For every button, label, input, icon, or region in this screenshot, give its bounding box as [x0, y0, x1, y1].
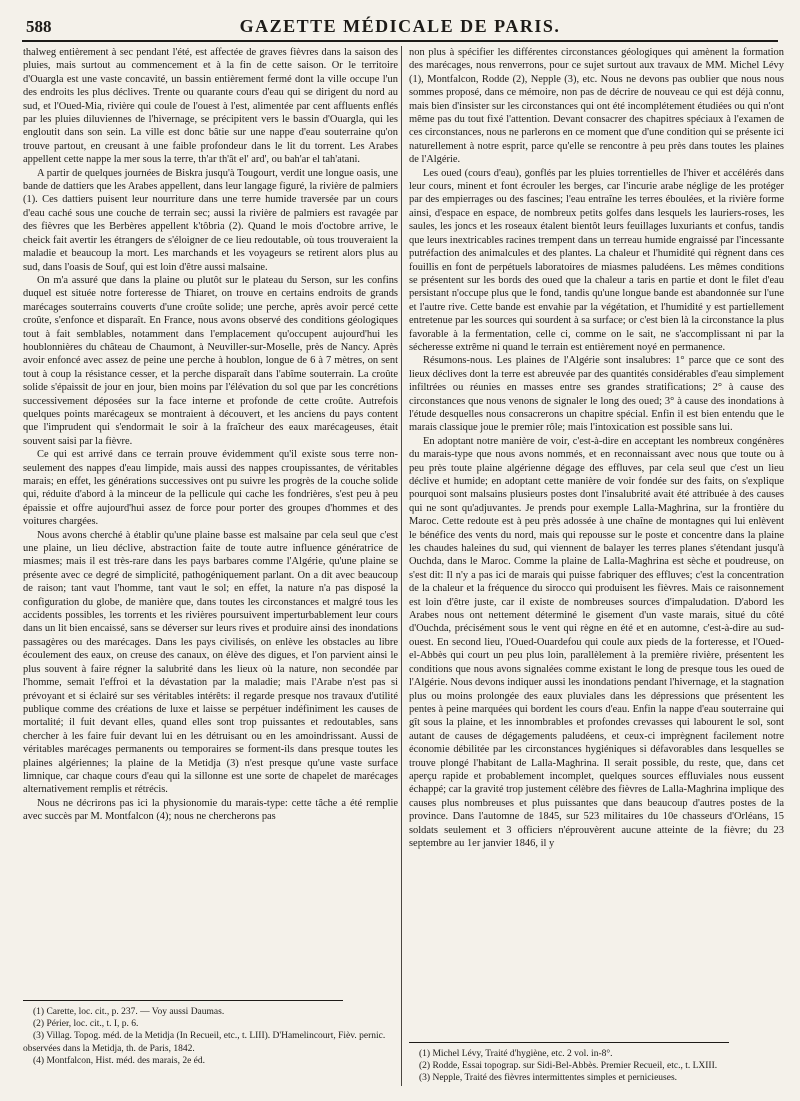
paragraph: Nous avons cherché à établir qu'une plaine basse est malsaine par cela seul que c'est une plaine, un lieu déclive, abstraction faite de toute autre influence génératrice de miasmes; mais il est très-rare dans les pays barbares comme l'Algérie, qu'une plaine se présente avec ce degré de simplicité, pathogéniquement parlant. On a dit avec beaucoup de raison; tant vaut l'homme, tant vaut le sol; en effet, la nature n'a pas disposé la configuration du globe, de manière que, dans toutes les circonstances et malgré tous les accidents possibles, les torrents et les rivières poursuivent imperturbablement leur cours dans un lit bien encaissé, sans se déverser sur leurs rives et produire ainsi des inondations passagères ou des marécages. Dans les pays civilisés, on enlève les obstacles au libre écoulement des eaux, on creuse des canaux, on élève des digues, et l'on parvient ainsi le plus souvent à faire régner la salubrité dans les lieux où la nature, non secondée par l'homme, semait l'effroi et la dévastation par la maladie; mais l'Arabe n'est pas si prévoyant et si éclairé sur ses véritables intérêts: il regarde presque nos travaux d'utilité publique comme des créations de luxe et laisse se perpétuer indéfiniment les causes de mortalité; il fuit devant elles, quand elles sont trop puissantes et redoutables, sans chercher à les faire fuir devant lui en les détruisant ou en les amoindrissant. Aussi de véritables marécages permanents ou temporaires se forment-ils dans presque toutes les plaines algériennes; la plaine de la Metidja (3) n'est presque qu'une vaste surface limnique, car chaque cours d'eau qui la sillonne est une sorte de chapelet de marécages alternativement remplis et rétrécis.: [23, 529, 398, 796]
page-header: [22, 14, 778, 42]
column-divider: [401, 46, 402, 1086]
paragraph: Résumons-nous. Les plaines de l'Algérie sont insalubres: 1° parce que ce sont des lieux déclives dont la terre est abreuvée par des quantités considérables d'eau simplement infiltrées ou réunies en masses entre ses grandes stratifications; 2° à cause des circonstances que nous venons de signaler le long des oued; 3° à cause des inondations à l'étude desquelles nous consacrerons un chapitre spécial. Enfin il est bien entendu que le marais classique joue le premier rôle; mais l'intoxication est possible sans lui.: [409, 355, 784, 434]
footnotes-right: [409, 1048, 784, 1085]
page-number: 588: [26, 17, 52, 36]
paragraph: Les oued (cours d'eau), gonflés par les pluies torrentielles de l'hiver et accélérés dans leur cours, minent et font écrouler les berges, car l'incurie arabe néglige de les protéger par des empierrages ou des fascines; l'eau entraîne les terres éboulées, et la rivière forme ainsi, d'espace en espace, de nombreux petits golfes dans lesquels les lauriers-roses, les saules, les joncs et les roseaux étalent bientôt leurs feuillages luxuriants et confus, tandis que leurs inextricables racines trempent dans un terreau humide engraissé par l'incessante putréfaction des animalcules et des plantes. La chaleur et l'humidité qui règnent dans ces fouillis en font de perpétuels laboratoires de miasmes paludéens. Les mêmes conditions se présentent sur les bords des oued que la chaleur a taris en partie et dont le filet d'eau persistant n'occupe plus que le fond, tandis qu'une longue bande est abandonnée sur l'une et l'autre rive. Cette bande est envahie par la végétation, et l'humidité y est partiellement entretenue par les sources qui sourdent à sa surface; or c'est bien là la circonstance la plus favorable à la fermentation, celle ci, comme on le sait, ne s'accomplissant ni par la sécheresse extrême ni quand le terrain est entièrement noyé en permanence.: [409, 167, 784, 353]
right-column: [409, 46, 784, 849]
paragraph: non plus à spécifier les différentes circonstances géologiques qui amènent la formation des marécages, nous renverrons, pour ce sujet surtout aux travaux de MM. Michel Lévy (1), Montfalcon, Rodde (2), Nepple (3), etc. Nous ne devons pas oublier que nous nous sommes proposé, dans ce mémoire, non pas de décrire de nouveau ce qui est déjà connu, mais bien d'insister sur les circonstances qui ont été incomplétement étudiées ou qui n'ont même pas du tout fixé l'attention. Devant consacrer des chapitres spéciaux à l'examen de ces circonstances, nous ne parlerons en ce moment que d'une condition qui se présente ici naturellement à notre esprit, parce qu'elle se rencontre à peu près dans toutes les plaines de l'Algérie.: [409, 47, 784, 166]
footnote-rule: [23, 1000, 343, 1001]
footnote: (2) Périer, loc. cit., t. I, p. 6.: [33, 1019, 139, 1030]
footnote-rule: [409, 1042, 729, 1043]
paragraph: thalweg entièrement à sec pendant l'été, est affectée de graves fièvres dans la saison des pluies, mais surtout au commencement et à la fin de cette saison. Or le territoire d'Ouargla est une vaste concavité, un bassin entièrement fermé dont la ville occupe l'un des endroits les plus déclives. Trente ou quarante cours d'eau qui se dirigent du nord au sud, et l'Oued-Mia, rivière qui coule de l'ouest à l'est, alimentée par cent affluents enflés par les pluies diluviennes de l'hivernage, se précipitent vers le bassin d'Ouargla, qui les engloutit dans son sein. La ville est donc bâtie sur une nappe d'eau souterraine qu'on trouve partout, en creusant à une faible profondeur dans le lit du torrent. Les Arabes appellent cette nappe la mer sous la terre, th'ar th'ât el' ard', ou bah'ar el tah'atani.: [23, 47, 398, 166]
paragraph: A partir de quelques journées de Biskra jusqu'à Tougourt, verdit une longue oasis, une bande de dattiers que les Arabes appellent, dans leur langage figuré, la rivière de palmiers (1). Ces dattiers puisent leur nourriture dans une terre humide traversée par un cours d'eau caché sous une couche de terrain sec; aussi la rivière de palmiers est ravagée par des fièvres que les Berbères appellent k'tôbria (2). Quand le mois d'octobre arrive, le cheick fait avertir les étrangers de s'éloigner de ce lieu redoutable, où tous trouveraient la maladie et beaucoup la mort. Les marchands et les voyageurs se retirent alors plus au sud, dans l'oasis de Souf, qui est loin d'être aussi malsaine.: [23, 167, 398, 273]
footnote: (3) Nepple, Traité des fièvres intermittentes simples et pernicieuses.: [419, 1073, 678, 1084]
paragraph: Ce qui est arrivé dans ce terrain prouve évidemment qu'il existe sous terre non-seulement des nappes d'eau limpide, mais aussi des nappes croupissantes, de véritables marais; en effet, les générations successives ont pu suivre les progrès de la couche solide qui, réduite d'abord à la minceur de la pellicule qui cache les fondrières, s'est peu à peu épaissie et offre aujourd'hui assez de force pour porter des groupes d'hommes et des voitures chargées.: [23, 449, 398, 528]
paragraph: Nous ne décrirons pas ici la physionomie du marais-type: cette tâche a été remplie avec succès par M. Montfalcon (4); nous ne chercherons pas: [23, 797, 398, 823]
journal-title: GAZETTE MÉDICALE DE PARIS.: [239, 16, 561, 36]
footnote: (1) Michel Lévy, Traité d'hygiène, etc. 2 vol. in-8°.: [419, 1049, 613, 1059]
paragraph: On m'a assuré que dans la plaine ou plutôt sur le plateau du Serson, sur les confins duquel est située notre forteresse de Thiaret, on trouve en certains endroits de grands marécages souterrains couverts d'une croûte solide; une perche, après avoir percé cette croûte, s'enfonce et disparaît. En France, nous avons observé des conditions géologiques tout à fait semblables, notamment dans l'emplacement qu'occupent aujourd'hui les houblonnières du château de Chaumont, à Neuviller-sur-Moselle, près de Nancy. Après avoir enfoncé avec assez de peine une perche à houblon, longue de 6 à 7 mètres, on sent tout à coup la résistance cesser, et la perche disparaît dans l'abîme souterrain. La croûte solide s'épaissit de jour en jour, bien moins par l'élévation du sol que par les concrétions successivement déposées sur la face interne et profonde de cette croûte. Autrefois quelques points marécageux se montraient à découvert, et les anciens du pays content que l'imprudent qui s'endormait le soir à la fraîcheur des eaux marécageuses, était souvent saisi par la fièvre.: [23, 274, 398, 447]
left-column: [23, 46, 398, 984]
footnotes-left: [23, 1006, 398, 1067]
footnote: (3) Villag. Topog. méd. de la Metidja (In Recueil, etc., t. LIII). D'Hamelincourt, Fièv. pernic. observées dans la Metidja, th. de Paris, 1842.: [23, 1031, 386, 1054]
footnote: (2) Rodde, Essai topograp. sur Sidi-Bel-Abbès. Premier Recueil, etc., t. LXIII.: [419, 1061, 718, 1072]
footnote: (4) Montfalcon, Hist. méd. des marais, 2e éd.: [33, 1055, 206, 1066]
paragraph: En adoptant notre manière de voir, c'est-à-dire en acceptant les nombreux congénères du marais-type que nous avons nommés, et en reconnaissant avec nous que toute ou à peu près toute plaine algérienne dégage des effluves, par cela seul que c'est un lieu déclive et humide; en adoptant cette manière de voir fondée sur des faits, on s'explique pourquoi sont malsains plusieurs postes dont l'insalubrité avait été attribuée à des causes qui ne sont qu'adjuvantes. Je prends pour exemple Lalla-Maghrina, sur la frontière du Maroc. Cette redoute est à peu près adossée à une chaîne de montagnes qui lui enlèvent le bénéfice des vents du nord, mais qui repousse sur le poste et concentre dans la plaine les chaudes haleines du sud, qui viennent de balayer les terres planes s'étendant jusqu'à Ouchda, dans le Maroc. Comme la plaine de Lalla-Maghrina est sèche et poudreuse, on s'est dit: Il n'y a pas ici de marais qui puisse fabriquer des effluves; c'est la concentration de la chaleur et la fréquence du sirocco qui produisent les fièvres. Mais ce raisonnement est loin d'être juste, car il existe de nombreuses sources d'impaludation. D'abord les Arabes nous ont nettement déterminé le gisement d'un vaste marais, situé du côté d'Ouchda, précisément sous le vent qui règne en été et en automne, c'est-à-dire au sud-ouest. En second lieu, l'Oued-Ouardefou qui coule aux pieds de la forteresse, et l'Oued-el-Abbès qui court un peu plus loin, parallèlement à la première rivière, présentent les conditions que nous avons signalées comme existant le long de presque tous les oued de l'Algérie. Nous devons indiquer aussi les inondations pendant l'hivernage, et la stagnation plus ou moins prolongée des eaux pluviales dans les dépressions que présentent les pentes à peine marquées qui bordent les cours d'eau. Enfin la nappe d'eau souterraine qui gît sous la plaine, et les innombrables et profondes crevasses qui labourent le sol, sont autant de causes de dégagements paludéens, et ceux-ci imprègnent facilement notre économie débilitée par les circonstances hygiéniques si défavorables dans lesquelles se trouve plongé l'habitant de Lalla-Maghrina. Il serait possible, du reste, que, dans cet aperçu rapide et probablement incomplet, quelques sources effluviales nous eussent échappé; car la gravité trop justement célèbre des fièvres de Lalla-Maghrina implique des causes plus nombreuses et plus puissantes que dans beaucoup d'autres postes de la province. Dans l'automne de 1845, sur 523 militaires du 10e chasseurs d'Orléans, 15 soldats seulement et 3 officiers n'éprouvèrent aucune atteinte de la fièvre; du 23 septembre au 1er janvier 1846, il y: [409, 435, 784, 849]
footnote: (1) Carette, loc. cit., p. 237. — Voy aussi Daumas.: [33, 1007, 225, 1017]
